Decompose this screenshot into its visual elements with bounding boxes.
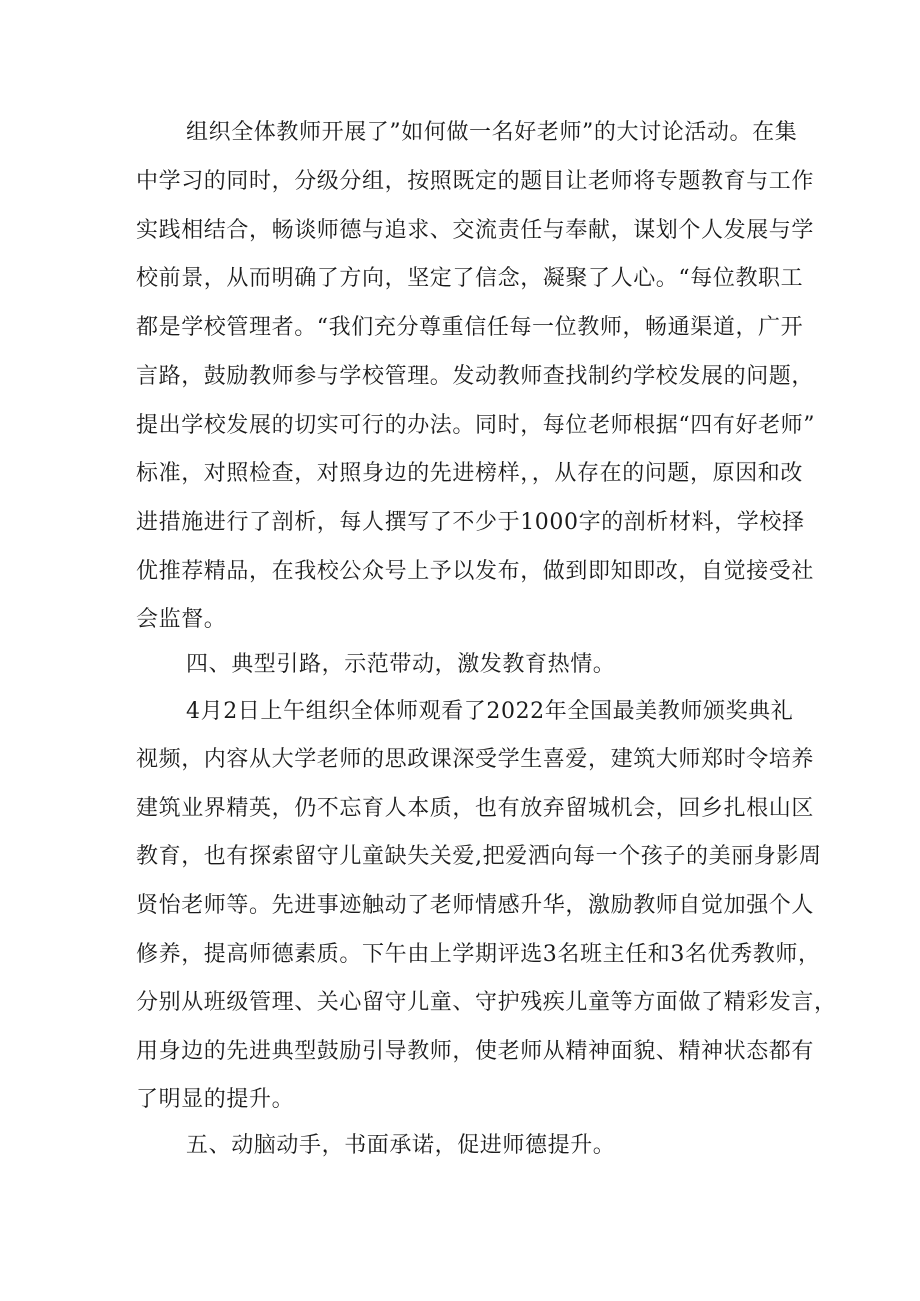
paragraph-1-line-10: 优推荐精品，在我校公众号上予以发布，做到即知即改，自觉接受社 [136, 559, 815, 584]
paragraph-2-line-5: 贤怡老师等。先进事迹触动了老师情感升华，激励教师自觉加强个人 [136, 893, 815, 918]
paragraph-1-line-6: 言路，鼓励教师参与学校管理。发动教师查找制约学校发展的问题， [136, 364, 815, 389]
paragraph-1-line-7: 提出学校发展的切实可行的办法。同时，每位老师根据“四有好老师” [136, 413, 816, 438]
paragraph-2-line-1: 4月2日上午组织全体师观看了2022年全国最美教师颁奖典礼 [186, 699, 794, 724]
paragraph-2-line-9: 了明显的提升。 [136, 1087, 295, 1112]
paragraph-1-line-2: 中学习的同时，分级分组，按照既定的题目让老师将专题教育与工作 [136, 169, 815, 194]
paragraph-2-line-6: 修养，提高师德素质。下午由上学期评选3名班主任和3名优秀教师， [136, 942, 821, 967]
paragraph-2-line-3: 建筑业界精英，仍不忘育人本质，也有放弃留城机会，回乡扎根山区 [136, 796, 815, 821]
paragraph-1-line-3: 实践相结合，畅谈师德与追求、交流责任与奉献，谋划个人发展与学 [136, 218, 815, 243]
paragraph-1-line-9: 进措施进行了剖析，每人撰写了不少于1000字的剖析材料，学校择 [136, 510, 805, 535]
section-heading-4: 四、典型引路，示范带动，激发教育热情。 [186, 652, 616, 677]
paragraph-1-line-4: 校前景，从而明确了方向，坚定了信念，凝聚了人心。“每位教职工 [136, 266, 804, 291]
paragraph-2-line-4: 教育，也有探索留守儿童缺失关爱,把爱洒向每一个孩子的美丽身影周 [136, 844, 822, 869]
paragraph-1-line-8: 标准，对照检查，对照身边的先进榜样，，从存在的问题，原因和改 [136, 461, 804, 486]
paragraph-1-line-5: 都是学校管理者。“我们充分尊重信任每一位教师，畅通渠道，广开 [136, 315, 804, 340]
paragraph-2-line-7: 分别从班级管理、关心留守儿童、守护残疾儿童等方面做了精彩发言， [136, 990, 837, 1015]
paragraph-2-line-2: 视频，内容从大学老师的思政课深受学生喜爱，建筑大师郑时令培养 [136, 747, 815, 772]
section-heading-5: 五、动脑动手，书面承诺，促进师德提升。 [186, 1133, 616, 1158]
paragraph-1-line-1: 组织全体教师开展了”如何做一名好老师”的大讨论活动。在集 [186, 120, 798, 145]
paragraph-2-line-8: 用身边的先进典型鼓励引导教师，使老师从精神面貌、精神状态都有 [136, 1039, 815, 1064]
paragraph-1-line-11: 会监督。 [136, 607, 227, 632]
